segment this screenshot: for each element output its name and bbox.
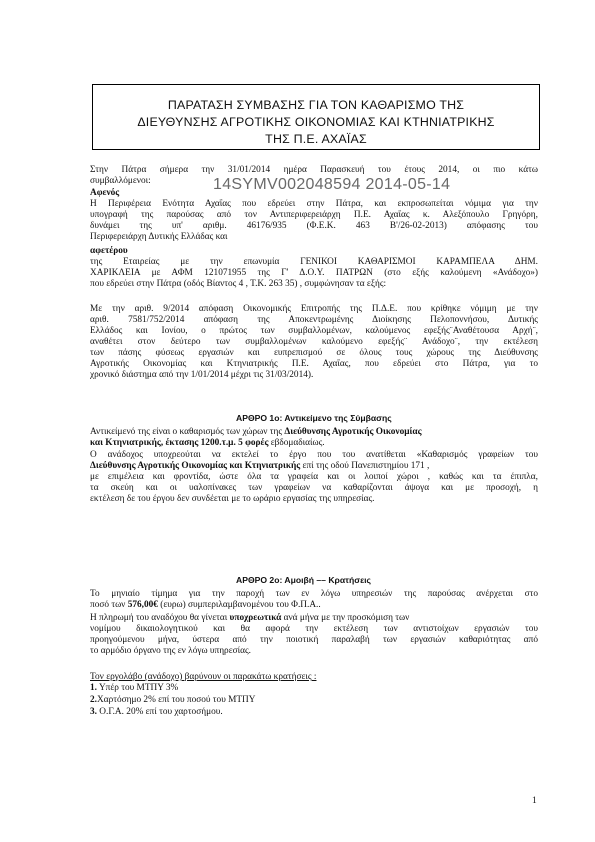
ada-stamp: 14SYMV002048594 2014-05-14 bbox=[213, 176, 451, 193]
decision-line-7: χρονικό διάστημα από την 1/01/2014 μέχρι τις 31/03/2014). bbox=[90, 370, 314, 380]
decision-line-4: αναθέτει στον δεύτερο των συμβαλλομένων καλούμενο εφεξής¨ Ανάδοχο¨, την εκτέλεση bbox=[90, 337, 538, 347]
intro-line-2: συμβαλλόμενοι: bbox=[90, 176, 151, 186]
party-2-line-2: ΧΑΡΙΚΛΕΙΑ με ΑΦΜ 121071955 της Γ' Δ.Ο.Υ. ΠΑΤΡΩΝ (στο εξής καλούμενη «Ανάδοχο») bbox=[90, 268, 538, 278]
article-2-line-3: Η πληρωμή του αναδόχου θα γίνεται υποχρεωτικά ανά μήνα με την προσκόμιση των bbox=[90, 613, 410, 623]
page-number: 1 bbox=[532, 796, 537, 806]
article-2-line-6: το αρμόδιο όργανο της εν λόγω υπηρεσίας. bbox=[90, 646, 251, 656]
aferou-label: αφετέρου bbox=[90, 246, 128, 256]
article-1-line-4: Διεύθυνσης Αγροτικής Οικονομίας και Κτηνιατρικής επί της οδού Πανεπιστημίου 171 , bbox=[90, 461, 430, 471]
decision-line-5: των πάσης φύσεως εργασιών και ευπρεπισμού σε όλους τους χώρους της Διεύθυνσης bbox=[90, 348, 538, 358]
article-1-line-3: Ο ανάδοχος υποχρεούται να εκτελεί το έργο που του ανατίθεται «Καθαρισμός γραφείων του bbox=[90, 450, 538, 460]
article-2-line-5: προηγούμενου μήνα, ύστερα από την ποιοτική παραλαβή των εργασιών καθαριότητας από bbox=[90, 635, 538, 645]
deductions-intro: Τον εργολάβο (ανάδοχο) βαρύνουν οι παρακάτω κρατήσεις : bbox=[90, 672, 317, 682]
party-1-line-3: δυνάμει της υπ' αριθμ. 46176/935 (Φ.Ε.Κ. 463 Β'/26-02-2013) απόφασης του bbox=[90, 221, 538, 231]
deduction-item-1: 1. Υπέρ του ΜΤΠΥ 3% bbox=[90, 683, 179, 693]
decision-line-6: Αγροτικής Οικονομίας και Κτηνιατρικής Π.Ε. Αχαΐας, που εδρεύει στο Πάτρα, για το bbox=[90, 359, 538, 369]
article-1-line-1: Αντικείμενό της είναι ο καθαρισμός των χώρων της Διεύθυνσης Αγροτικής Οικονομίας bbox=[90, 427, 422, 437]
deduction-item-2: 2.Χαρτόσημο 2% επί του ποσού του ΜΤΠΥ bbox=[90, 695, 256, 705]
article-1-line-2: και Κτηνιατρικής, έκτασης 1200.τ.μ. 5 φορές εβδομαδιαίως. bbox=[90, 438, 325, 448]
deduction-item-3: 3. Ο.Γ.Α. 20% επί του χαρτοσήμου. bbox=[90, 707, 223, 717]
party-1-line-2: υπογραφή της παρούσας από τον Αντιπεριφερειάρχη Π.Ε. Αχαΐας κ. Αλεξόπουλο Γρηγόρη, bbox=[90, 210, 538, 220]
party-1-line-4: Περιφερειάρχη Δυτικής Ελλάδας και bbox=[90, 232, 228, 242]
article-2-line-1: Το μηνιαίο τίμημα για την παροχή των εν λόγω υπηρεσιών της παρούσας ανέρχεται στο bbox=[90, 589, 538, 599]
article-2-line-2: ποσό των 576,00€ (ευρω) συμπεριλαμβανομένου του Φ.Π.Α.. bbox=[90, 600, 321, 610]
intro-line-1: Στην Πάτρα σήμερα την 31/01/2014 ημέρα Παρασκευή του έτους 2014, οι πιο κάτω bbox=[90, 165, 538, 175]
title-line-3: ΤΗΣ Π.Ε. ΑΧΑΪΑΣ bbox=[265, 132, 367, 146]
article-2-heading: ΑΡΘΡΟ 2ο: Αμοιβή –– Κρατήσεις bbox=[236, 575, 372, 585]
article-2-line-4: νομίμου δικαιολογητικού και θα αφορά την εκτέλεση των αντιστοίχων εργασιών του bbox=[90, 624, 538, 634]
afenos-label: Αφενός bbox=[90, 188, 120, 198]
title-box bbox=[92, 84, 540, 150]
article-1-heading: ΑΡΘΡΟ 1ο: Αντικείμενο της Σύμβασης bbox=[236, 413, 392, 423]
article-1-line-5: με επιμέλεια και φροντίδα, ώστε όλα τα γραφεία και οι λοιποί χώροι , καθώς και τα έπιπλα, bbox=[90, 472, 538, 482]
decision-line-2: αριθ. 7581/752/2014 απόφαση της Αποκεντρωμένης Διοίκησης Πελοποννήσου, Δυτικής bbox=[90, 315, 538, 325]
decision-line-1: Με την αριθ. 9/2014 απόφαση Οικονομικής Επιτροπής της Π.Δ.Ε. που κρίθηκε νόμιμη με την bbox=[90, 304, 538, 314]
title-line-1: ΠΑΡΑΤΑΣΗ ΣΥΜΒΑΣΗΣ ΓΙΑ ΤΟΝ ΚΑΘΑΡΙΣΜΟ ΤΗΣ bbox=[167, 98, 465, 112]
party-2-line-3: που εδρεύει στην Πάτρα (οδός Βίαντος 4 , Τ.Κ. 263 35) , συμφώνησαν τα εξής: bbox=[90, 279, 387, 289]
decision-line-3: Ελλάδος και Ιονίου, ο πρώτος των συμβαλλομένων, καλούμενος εφεξής¨Αναθέτουσα Αρχή¨, bbox=[90, 326, 538, 336]
party-1-line-1: Η Περιφέρεια Ενότητα Αχαΐας που εδρεύει στην Πάτρα, και εκπροσωπείται νόμιμα για την bbox=[90, 199, 538, 209]
article-1-line-7: εκτέλεση δε του έργου δεν συνδέεται με το ωράριο εργασίας της υπηρεσίας. bbox=[90, 494, 375, 504]
title-line-2: ΔΙΕΥΘΥΝΣΗΣ ΑΓΡΟΤΙΚΗΣ ΟΙΚΟΝΟΜΙΑΣ ΚΑΙ ΚΤΗΝΙΑΤΡΙΚΗΣ bbox=[137, 115, 495, 129]
party-2-line-1: της Εταιρείας με την επωνυμία ΓΕΝΙΚΟΙ ΚΑΘΑΡΙΣΜΟΙ ΚΑΡΑΜΠΕΛΑ ΔΗΜ. bbox=[90, 257, 538, 267]
article-1-line-6: τα σκεύη και οι υαλοπίνακες των γραφείων να καθαρίζονται άψογα και με προσοχή, η bbox=[90, 483, 538, 493]
